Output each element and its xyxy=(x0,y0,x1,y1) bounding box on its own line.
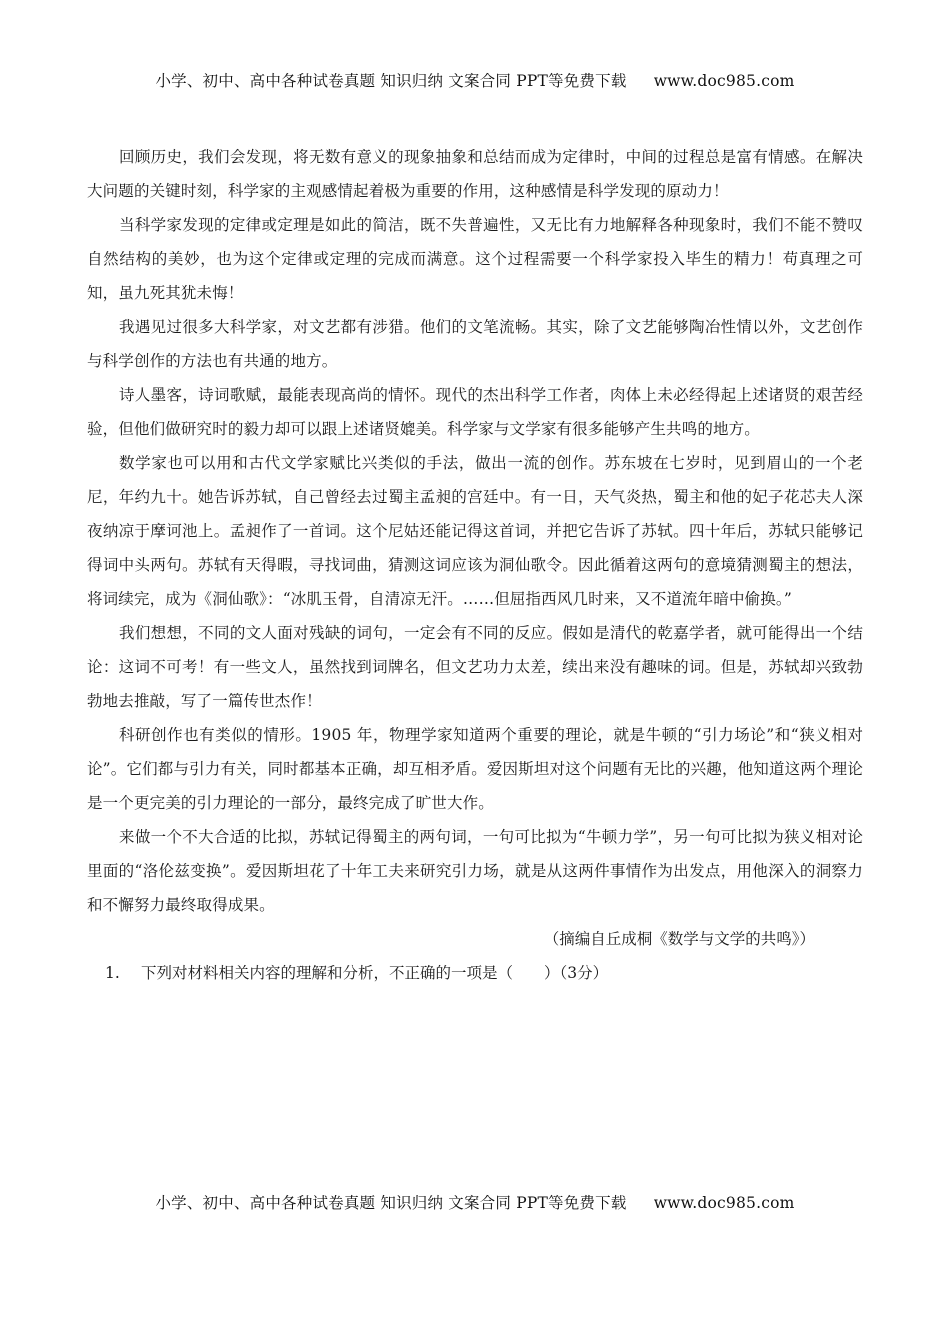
footer-text: 小学、初中、高中各种试卷真题 知识归纳 文案合同 PPT等免费下载 xyxy=(155,1194,627,1212)
paragraph: 科研创作也有类似的情形。1905 年，物理学家知道两个重要的理论，就是牛顿的“引力场论”和“狭义相对论”。它们都与引力有关，同时都基本正确，却互相矛盾。爱因斯坦对这个问题有无比的兴趣，他知道这两个理论是一个更完美的引力理论的一部分，最终完成了旷世大作。 xyxy=(87,726,863,812)
paragraph: 诗人墨客，诗词歌赋，最能表现高尚的情怀。现代的杰出科学工作者，肉体上未必经得起上述诸贤的艰苦经验，但他们做研究时的毅力却可以跟上述诸贤媲美。科学家与文学家有很多能够产生共鸣的地方。 xyxy=(87,386,863,438)
footer-site-link[interactable]: www.doc985.com xyxy=(653,1194,795,1212)
paragraph: 回顾历史，我们会发现，将无数有意义的现象抽象和总结而成为定律时，中间的过程总是富有情感。在解决大问题的关键时刻，科学家的主观感情起着极为重要的作用，这种感情是科学发现的原动力！ xyxy=(87,148,863,200)
paragraph: 来做一个不大合适的比拟，苏轼记得蜀主的两句词，一句可比拟为“牛顿力学”，另一句可比拟为狭义相对论里面的“洛伦兹变换”。爱因斯坦花了十年工夫来研究引力场，就是从这两件事情作为出发点，用他深入的洞察力和不懈努力最终取得成果。 xyxy=(87,828,863,914)
question-1 xyxy=(87,956,863,990)
article-body xyxy=(87,140,863,990)
question-text: 下列对材料相关内容的理解和分析，不正确的一项是（ ）（3分） xyxy=(141,964,609,982)
paragraph: 我们想想，不同的文人面对残缺的词句，一定会有不同的反应。假如是清代的乾嘉学者，就可能得出一个结论：这词不可考！有一些文人，虽然找到词牌名，但文艺功力太差，续出来没有趣味的词。但是，苏轼却兴致勃勃地去推敲，写了一篇传世杰作！ xyxy=(87,624,863,710)
paragraph: 数学家也可以用和古代文学家赋比兴类似的手法，做出一流的创作。苏东坡在七岁时，见到眉山的一个老尼，年约九十。她告诉苏轼，自己曾经去过蜀主孟昶的宫廷中。有一日，天气炎热，蜀主和他的妃子花芯夫人深夜纳凉于摩诃池上。孟昶作了一首词。这个尼姑还能记得这首词，并把它告诉了苏轼。四十年后，苏轼只能够记得词中头两句。苏轼有天得暇，寻找词曲，猜测这词应该为洞仙歌令。因此循着这两句的意境猜测蜀主的想法，将词续完，成为《洞仙歌》：“冰肌玉骨，自清凉无汗。……但屈指西风几时来，又不道流年暗中偷换。” xyxy=(87,454,863,608)
paragraph: 当科学家发现的定律或定理是如此的简洁，既不失普遍性，又无比有力地解释各种现象时，我们不能不赞叹自然结构的美妙，也为这个定律或定理的完成而满意。这个过程需要一个科学家投入毕生的精力！苟真理之可知，虽九死其犹未悔！ xyxy=(87,216,863,302)
page-footer xyxy=(0,1191,950,1213)
header-text: 小学、初中、高中各种试卷真题 知识归纳 文案合同 PPT等免费下载 xyxy=(155,72,627,90)
source-citation: （摘编自丘成桐《数学与文学的共鸣》） xyxy=(543,930,815,948)
header-site-link[interactable]: www.doc985.com xyxy=(653,72,795,90)
paragraph: 我遇见过很多大科学家，对文艺都有涉猎。他们的文笔流畅。其实，除了文艺能够陶冶性情以外，文艺创作与科学创作的方法也有共通的地方。 xyxy=(87,318,863,370)
page-header xyxy=(0,69,950,91)
question-number: 1. xyxy=(105,964,120,982)
